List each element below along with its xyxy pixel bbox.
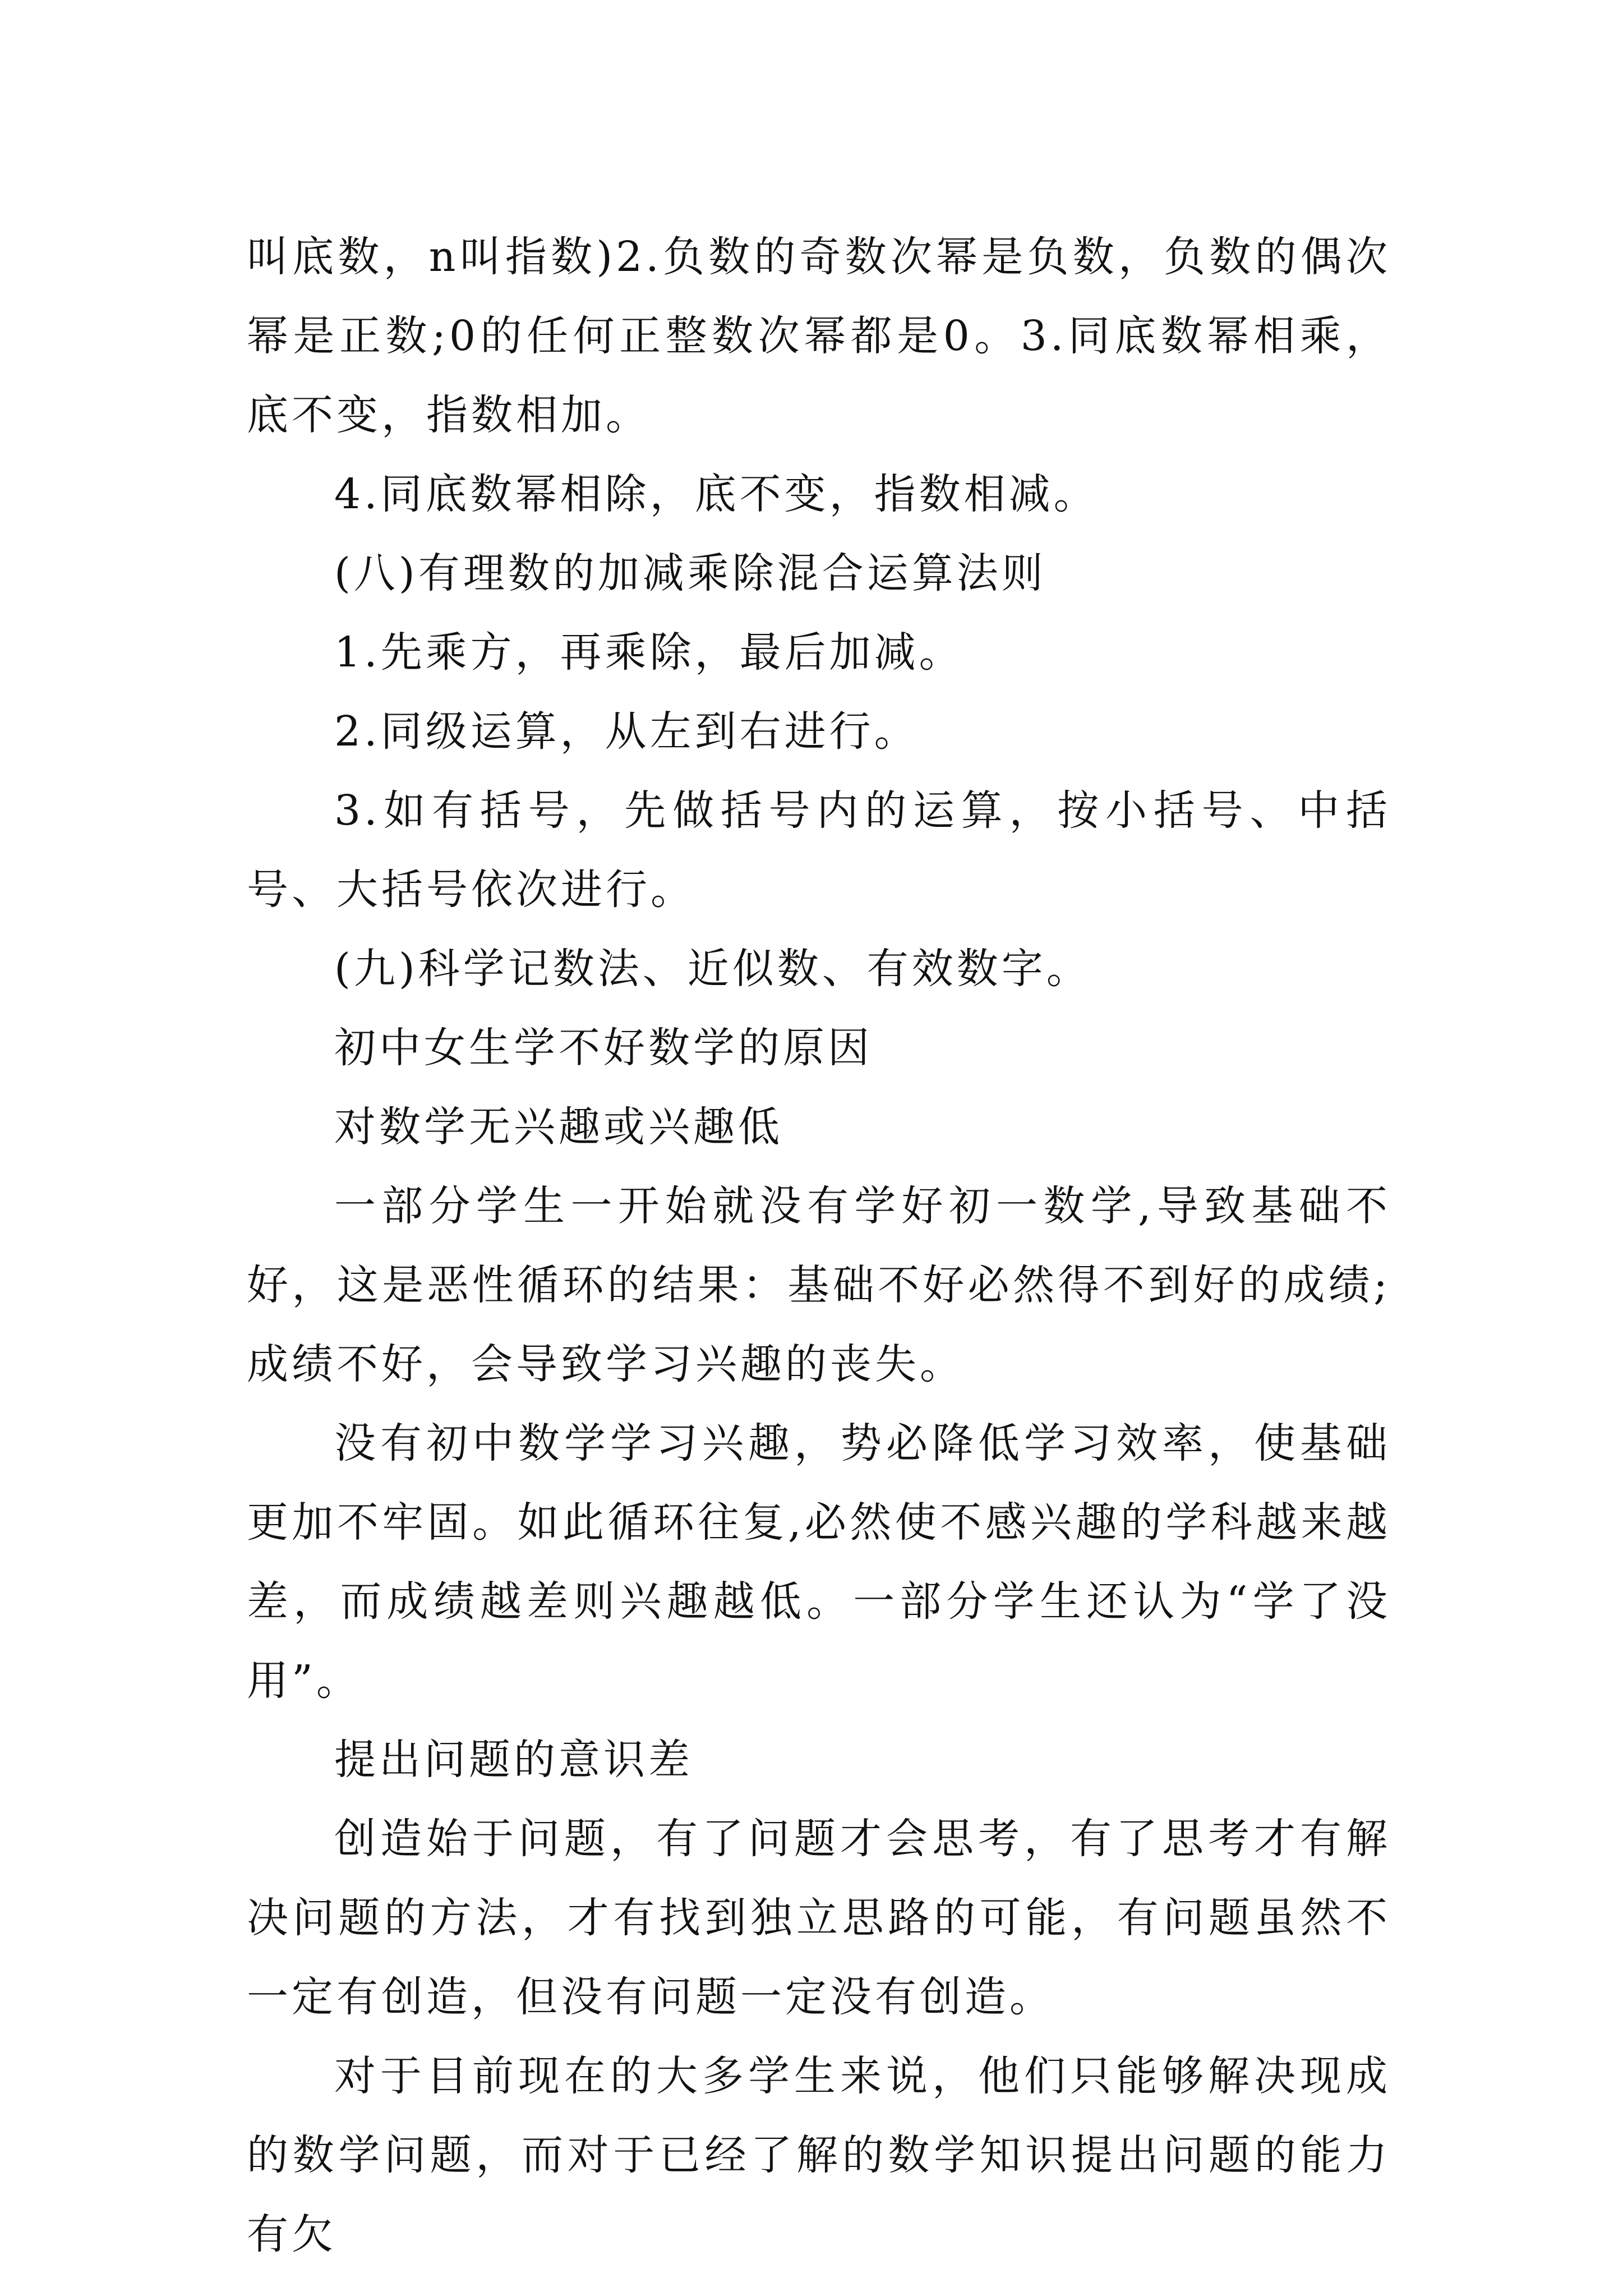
section-heading-8: (八)有理数的加减乘除混合运算法则 — [334, 549, 1046, 597]
article-heading: 初中女生学不好数学的原因 — [334, 1024, 873, 1072]
paragraph-op-rule-3: 3.如有括号，先做括号内的运算，按小括号、中括号、大括号依次进行。 — [247, 786, 1391, 914]
section-heading-9: (九)科学记数法、近似数、有效数字。 — [334, 945, 1091, 993]
subheading-questions: 提出问题的意识差 — [334, 1736, 693, 1784]
paragraph-continued: 叫底数，n叫指数)2.负数的奇数次幂是负数，负数的偶次幂是正数;0的任何正整数次幂都是0。3.同底数幂相乘，底不变，指数相加。 — [247, 233, 1391, 439]
paragraph-op-rule-2: 2.同级运算，从左到右进行。 — [334, 707, 919, 756]
paragraph-rule-4: 4.同底数幂相除，底不变，指数相减。 — [334, 470, 1099, 518]
paragraph-questions-1: 创造始于问题，有了问题才会思考，有了思考才有解决问题的方法，才有找到独立思路的可能，有问题虽然不一定有创造，但没有问题一定没有创造。 — [247, 1815, 1391, 2021]
document-body — [247, 218, 1391, 2274]
paragraph-op-rule-1: 1.先乘方，再乘除，最后加减。 — [334, 628, 964, 677]
subheading-interest: 对数学无兴趣或兴趣低 — [334, 1103, 783, 1151]
paragraph-interest-1: 一部分学生一开始就没有学好初一数学,导致基础不好，这是恶性循环的结果：基础不好必然得不到好的成绩;成绩不好，会导致学习兴趣的丧失。 — [247, 1182, 1391, 1388]
paragraph-interest-2: 没有初中数学学习兴趣，势必降低学习效率，使基础更加不牢固。如此循环往复,必然使不感兴趣的学科越来越差，而成绩越差则兴趣越低。一部分学生还认为“学了没用”。 — [247, 1419, 1391, 1705]
paragraph-questions-2: 对于目前现在的大多学生来说，他们只能够解决现成的数学问题，而对于已经了解的数学知识提出问题的能力有欠 — [247, 2052, 1391, 2258]
